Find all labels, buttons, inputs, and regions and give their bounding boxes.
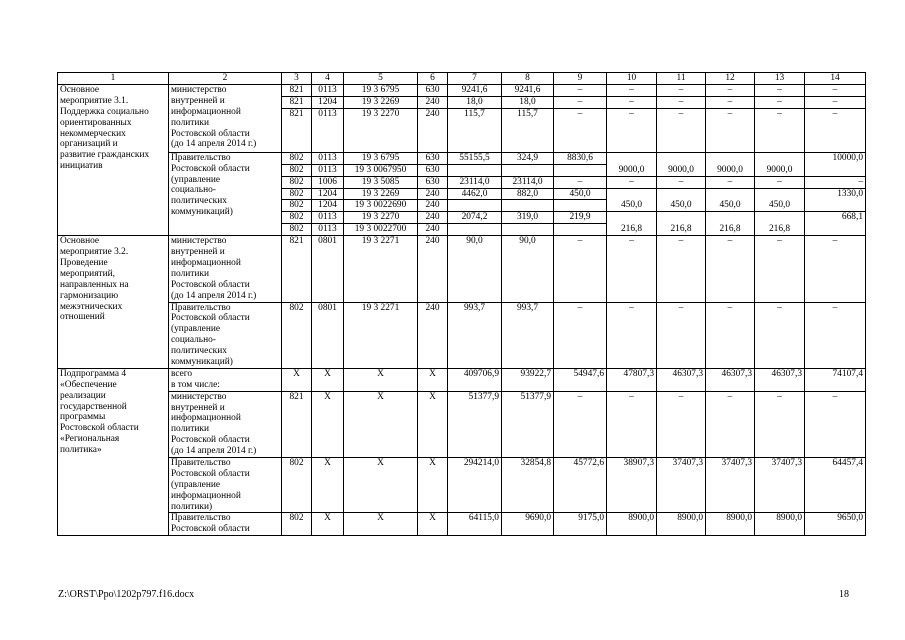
value-cell: 46307,3	[657, 368, 706, 391]
value-cell: –	[755, 176, 805, 188]
text-line: внутренней и	[171, 247, 225, 258]
value-cell: –	[657, 302, 706, 368]
header-cell: 12	[706, 73, 755, 85]
text-line: (до 14 апреля 2014 г.)	[171, 290, 257, 301]
rzpr-cell: 0801	[312, 236, 344, 302]
value-cell: 8900,0	[755, 513, 805, 536]
value-cell: 74107,4	[805, 368, 866, 391]
table-row	[58, 152, 866, 164]
value-cell: –	[607, 176, 657, 188]
csr-cell: 19 3 0022700	[344, 224, 418, 236]
text-line: «Обеспечение	[60, 379, 117, 390]
value-cell: –	[706, 236, 755, 302]
rzpr-cell: 1204	[312, 200, 344, 212]
header-cell: 1	[58, 73, 169, 85]
csr-cell: 19 3 0022690	[344, 200, 418, 212]
value-cell	[502, 224, 554, 236]
value-cell: –	[607, 302, 657, 368]
text-line: инициатив	[60, 161, 103, 172]
rzpr-cell: 0113	[312, 152, 344, 164]
value-cell: 993,7	[502, 302, 554, 368]
subprogram-name-cell	[58, 368, 169, 535]
grbs-cell: 821	[282, 96, 312, 108]
text-line: Основное	[60, 236, 100, 247]
text-line: «Региональная	[60, 434, 120, 445]
text-line: (управление	[171, 324, 221, 335]
vr-cell: 630	[418, 176, 448, 188]
header-cell: 14	[805, 73, 866, 85]
value-cell: 51377,9	[448, 391, 502, 457]
text-line: внутренней и	[171, 402, 225, 413]
grbs-cell: 802	[282, 188, 312, 200]
value-cell: –	[755, 108, 805, 152]
vr-cell: 240	[418, 200, 448, 212]
value-cell: 9000,0	[755, 152, 805, 176]
csr-cell: 19 3 2271	[344, 302, 418, 368]
value-cell: 9000,0	[657, 152, 706, 176]
text-line: направленных на	[60, 279, 129, 290]
text-line: межэтнических	[60, 301, 123, 312]
text-line: всего	[171, 368, 193, 379]
text-line: (до 14 апреля 2014 г.)	[171, 139, 257, 150]
table-row	[58, 236, 866, 302]
vr-cell: 240	[418, 302, 448, 368]
value-cell: 45772,6	[554, 457, 607, 512]
value-cell: 1330,0	[805, 188, 866, 212]
value-cell	[448, 224, 502, 236]
vr-cell: 240	[418, 212, 448, 224]
value-cell: –	[805, 302, 866, 368]
value-cell: 8830,6	[554, 152, 607, 164]
csr-cell: 19 3 0067950	[344, 164, 418, 176]
csr-cell: 19 3 2269	[344, 96, 418, 108]
vr-cell: 630	[418, 85, 448, 97]
value-cell: –	[805, 176, 866, 188]
value-cell: 216,8	[657, 212, 706, 236]
value-cell: –	[657, 176, 706, 188]
value-cell: 216,8	[607, 212, 657, 236]
header-cell: 9	[554, 73, 607, 85]
value-cell	[554, 200, 607, 212]
text-line: социально-	[171, 185, 216, 196]
text-line: развитие гражданских	[60, 150, 150, 161]
value-cell: 115,7	[448, 108, 502, 152]
text-line: Ростовской области	[171, 435, 250, 446]
value-cell: 8900,0	[607, 513, 657, 536]
value-cell: 9175,0	[554, 513, 607, 536]
value-cell: –	[755, 236, 805, 302]
value-cell: –	[657, 236, 706, 302]
csr-cell: 19 3 2269	[344, 188, 418, 200]
text-line: информационной	[171, 257, 241, 268]
value-cell: 9241,6	[448, 85, 502, 97]
value-cell: –	[706, 176, 755, 188]
value-cell: 219,9	[554, 212, 607, 224]
text-line: государственной	[60, 401, 127, 412]
grbs-cell: 802	[282, 164, 312, 176]
rzpr-cell: 1204	[312, 188, 344, 200]
grbs-cell: 821	[282, 236, 312, 302]
value-cell: 10000,0	[805, 152, 866, 176]
vr-cell: 240	[418, 236, 448, 302]
value-cell: –	[554, 176, 607, 188]
text-line: информационной	[171, 106, 241, 117]
text-line: коммуникаций)	[171, 207, 233, 218]
value-cell: 450,0	[755, 188, 805, 212]
executor-cell	[169, 368, 282, 391]
value-cell: 324,9	[502, 152, 554, 164]
value-cell: –	[805, 85, 866, 97]
value-cell: 668,1	[805, 212, 866, 236]
table-row	[58, 513, 866, 536]
grbs-cell: 802	[282, 302, 312, 368]
value-cell: –	[607, 108, 657, 152]
grbs-cell: 802	[282, 152, 312, 164]
csr-cell: X	[344, 391, 418, 457]
value-cell: –	[554, 108, 607, 152]
value-cell: 54947,6	[554, 368, 607, 391]
text-line: внутренней и	[171, 95, 225, 106]
rzpr-cell: 0801	[312, 302, 344, 368]
executor-cell	[169, 457, 282, 512]
text-line: программы	[60, 412, 106, 423]
text-line: министерство	[171, 391, 227, 402]
text-line: в том числе:	[171, 379, 220, 390]
text-line: Ростовской области	[171, 468, 250, 479]
text-line: Основное	[60, 85, 100, 95]
rzpr-cell: 0113	[312, 164, 344, 176]
text-line: (управление	[171, 479, 221, 490]
header-cell: 2	[169, 73, 282, 85]
vr-cell: 630	[418, 152, 448, 164]
value-cell: –	[805, 108, 866, 152]
rzpr-cell: 0113	[312, 108, 344, 152]
csr-cell: 19 3 2270	[344, 212, 418, 224]
vr-cell: X	[418, 391, 448, 457]
rzpr-cell: 0113	[312, 85, 344, 97]
value-cell: 450,0	[607, 188, 657, 212]
text-line: министерство	[171, 236, 227, 247]
text-line: ориентированных	[60, 117, 132, 128]
text-line: социально-	[171, 335, 216, 346]
rzpr-cell: X	[312, 513, 344, 536]
executor-cell	[169, 513, 282, 536]
value-cell: –	[706, 85, 755, 97]
value-cell: 93922,7	[502, 368, 554, 391]
value-cell: –	[706, 302, 755, 368]
table-row	[58, 302, 866, 368]
value-cell: –	[706, 391, 755, 457]
csr-cell: 19 3 5085	[344, 176, 418, 188]
value-cell: 37407,3	[755, 457, 805, 512]
value-cell: 2074,2	[448, 212, 502, 224]
value-cell: 37407,3	[657, 457, 706, 512]
text-line: некоммерческих	[60, 128, 126, 139]
value-cell: 115,7	[502, 108, 554, 152]
value-cell: –	[607, 96, 657, 108]
value-cell: –	[607, 391, 657, 457]
text-line: Ростовской области	[171, 313, 250, 324]
value-cell: –	[755, 302, 805, 368]
value-cell: 23114,0	[448, 176, 502, 188]
csr-cell: 19 3 6795	[344, 85, 418, 97]
header-cell: 10	[607, 73, 657, 85]
value-cell: –	[554, 391, 607, 457]
vr-cell: 240	[418, 188, 448, 200]
value-cell: 38907,3	[607, 457, 657, 512]
text-line: Правительство	[171, 457, 231, 468]
text-line: гармонизацию	[60, 290, 119, 301]
budget-table	[57, 72, 866, 536]
value-cell: –	[706, 96, 755, 108]
value-cell: 23114,0	[502, 176, 554, 188]
text-line: Ростовской области	[60, 423, 139, 434]
executor-cell	[169, 236, 282, 302]
text-line: Правительство	[171, 152, 231, 163]
text-line: Правительство	[171, 302, 231, 313]
grbs-cell: 802	[282, 457, 312, 512]
text-line: (управление	[171, 174, 221, 185]
value-cell: –	[657, 96, 706, 108]
executor-cell	[169, 302, 282, 368]
csr-cell: X	[344, 368, 418, 391]
text-line: организаций и	[60, 139, 118, 150]
grbs-cell: 802	[282, 176, 312, 188]
text-line: министерство	[171, 85, 227, 95]
executor-cell	[169, 391, 282, 457]
value-cell: –	[755, 96, 805, 108]
header-cell: 7	[448, 73, 502, 85]
text-line: политических	[171, 346, 227, 357]
activity-name-cell	[58, 236, 169, 369]
grbs-cell: 821	[282, 85, 312, 97]
text-line: политика»	[60, 445, 102, 456]
value-cell: –	[554, 85, 607, 97]
value-cell: –	[607, 236, 657, 302]
value-cell: 9650,0	[805, 513, 866, 536]
vr-cell: 240	[418, 96, 448, 108]
value-cell: 90,0	[502, 236, 554, 302]
value-cell: –	[554, 236, 607, 302]
value-cell: –	[805, 236, 866, 302]
value-cell: 37407,3	[706, 457, 755, 512]
value-cell: 4462,0	[448, 188, 502, 200]
text-line: Ростовской области	[171, 163, 250, 174]
text-line: Проведение	[60, 257, 108, 268]
grbs-cell: X	[282, 368, 312, 391]
table-row	[58, 391, 866, 457]
text-line: информационной	[171, 413, 241, 424]
value-cell: –	[554, 96, 607, 108]
header-cell: 11	[657, 73, 706, 85]
value-cell: 64115,0	[448, 513, 502, 536]
value-cell: –	[657, 108, 706, 152]
rzpr-cell: 0113	[312, 212, 344, 224]
value-cell: 882,0	[502, 188, 554, 200]
text-line: Поддержка социально	[60, 106, 149, 117]
value-cell: 450,0	[706, 188, 755, 212]
csr-cell: 19 3 2270	[344, 108, 418, 152]
grbs-cell: 802	[282, 224, 312, 236]
value-cell: 9000,0	[607, 152, 657, 176]
value-cell: 9690,0	[502, 513, 554, 536]
vr-cell: 240	[418, 108, 448, 152]
value-cell: 216,8	[755, 212, 805, 236]
csr-cell: X	[344, 513, 418, 536]
value-cell	[448, 200, 502, 212]
text-line: политики	[171, 424, 209, 435]
value-cell: 450,0	[657, 188, 706, 212]
text-line: коммуникаций)	[171, 356, 233, 367]
value-cell: 409706,9	[448, 368, 502, 391]
text-line: мероприятие 3.2.	[60, 247, 129, 258]
text-line: (до 14 апреля 2014 г.)	[171, 446, 257, 457]
value-cell	[448, 164, 502, 176]
header-cell: 4	[312, 73, 344, 85]
table-row	[58, 368, 866, 391]
value-cell: 8900,0	[706, 513, 755, 536]
rzpr-cell: 1204	[312, 96, 344, 108]
header-cell: 13	[755, 73, 805, 85]
header-cell: 5	[344, 73, 418, 85]
grbs-cell: 802	[282, 212, 312, 224]
text-line: реализации	[60, 390, 106, 401]
value-cell: 450,0	[554, 188, 607, 200]
header-cell: 6	[418, 73, 448, 85]
value-cell: 319,0	[502, 212, 554, 224]
text-line: мероприятий,	[60, 268, 115, 279]
text-line: Ростовской области	[171, 279, 250, 290]
rzpr-cell: 0113	[312, 224, 344, 236]
vr-cell: 240	[418, 224, 448, 236]
text-line: политики)	[171, 501, 213, 512]
value-cell	[554, 164, 607, 176]
grbs-cell: 802	[282, 513, 312, 536]
text-line: мероприятие 3.1.	[60, 95, 129, 106]
value-cell: –	[805, 96, 866, 108]
text-line: Ростовской области	[171, 128, 250, 139]
value-cell: 64457,4	[805, 457, 866, 512]
vr-cell: 630	[418, 164, 448, 176]
value-cell: 18,0	[502, 96, 554, 108]
csr-cell: X	[344, 457, 418, 512]
value-cell: 216,8	[706, 212, 755, 236]
table-row	[58, 85, 866, 97]
text-line: политических	[171, 196, 227, 207]
value-cell: 47807,3	[607, 368, 657, 391]
text-line: Подпрограмма 4	[60, 368, 127, 379]
text-line: политики	[171, 117, 209, 128]
header-cell: 3	[282, 73, 312, 85]
csr-cell: 19 3 2271	[344, 236, 418, 302]
value-cell: –	[755, 391, 805, 457]
value-cell: 18,0	[448, 96, 502, 108]
page-number: 18	[839, 589, 849, 600]
text-line: информационной	[171, 490, 241, 501]
executor-cell	[169, 85, 282, 153]
value-cell: 9000,0	[706, 152, 755, 176]
value-cell: –	[657, 391, 706, 457]
value-cell: 9241,6	[502, 85, 554, 97]
grbs-cell: 821	[282, 391, 312, 457]
rzpr-cell: X	[312, 368, 344, 391]
header-row	[58, 73, 866, 85]
value-cell: 51377,9	[502, 391, 554, 457]
executor-cell	[169, 152, 282, 235]
value-cell: 294214,0	[448, 457, 502, 512]
text-line: Правительство	[171, 513, 231, 524]
file-path: Z:\ORST\Ppo\1202p797.f16.docx	[58, 589, 195, 600]
value-cell	[502, 164, 554, 176]
value-cell: –	[657, 85, 706, 97]
value-cell: –	[805, 391, 866, 457]
rzpr-cell: X	[312, 457, 344, 512]
value-cell: –	[755, 85, 805, 97]
value-cell	[554, 224, 607, 236]
value-cell: 90,0	[448, 236, 502, 302]
csr-cell: 19 3 6795	[344, 152, 418, 164]
header-cell: 8	[502, 73, 554, 85]
value-cell: 46307,3	[706, 368, 755, 391]
value-cell: 8900,0	[657, 513, 706, 536]
value-cell: –	[706, 108, 755, 152]
table-row	[58, 457, 866, 512]
activity-name-cell	[58, 85, 169, 236]
value-cell: 32854,8	[502, 457, 554, 512]
vr-cell: X	[418, 513, 448, 536]
grbs-cell: 802	[282, 200, 312, 212]
grbs-cell: 821	[282, 108, 312, 152]
value-cell: 55155,5	[448, 152, 502, 164]
vr-cell: X	[418, 368, 448, 391]
rzpr-cell: 1006	[312, 176, 344, 188]
value-cell: 46307,3	[755, 368, 805, 391]
rzpr-cell: X	[312, 391, 344, 457]
value-cell	[502, 200, 554, 212]
text-line: Ростовской области	[171, 524, 250, 535]
value-cell: –	[554, 302, 607, 368]
text-line: отношений	[60, 312, 105, 323]
vr-cell: X	[418, 457, 448, 512]
value-cell: 993,7	[448, 302, 502, 368]
value-cell: –	[607, 85, 657, 97]
text-line: политики	[171, 268, 209, 279]
